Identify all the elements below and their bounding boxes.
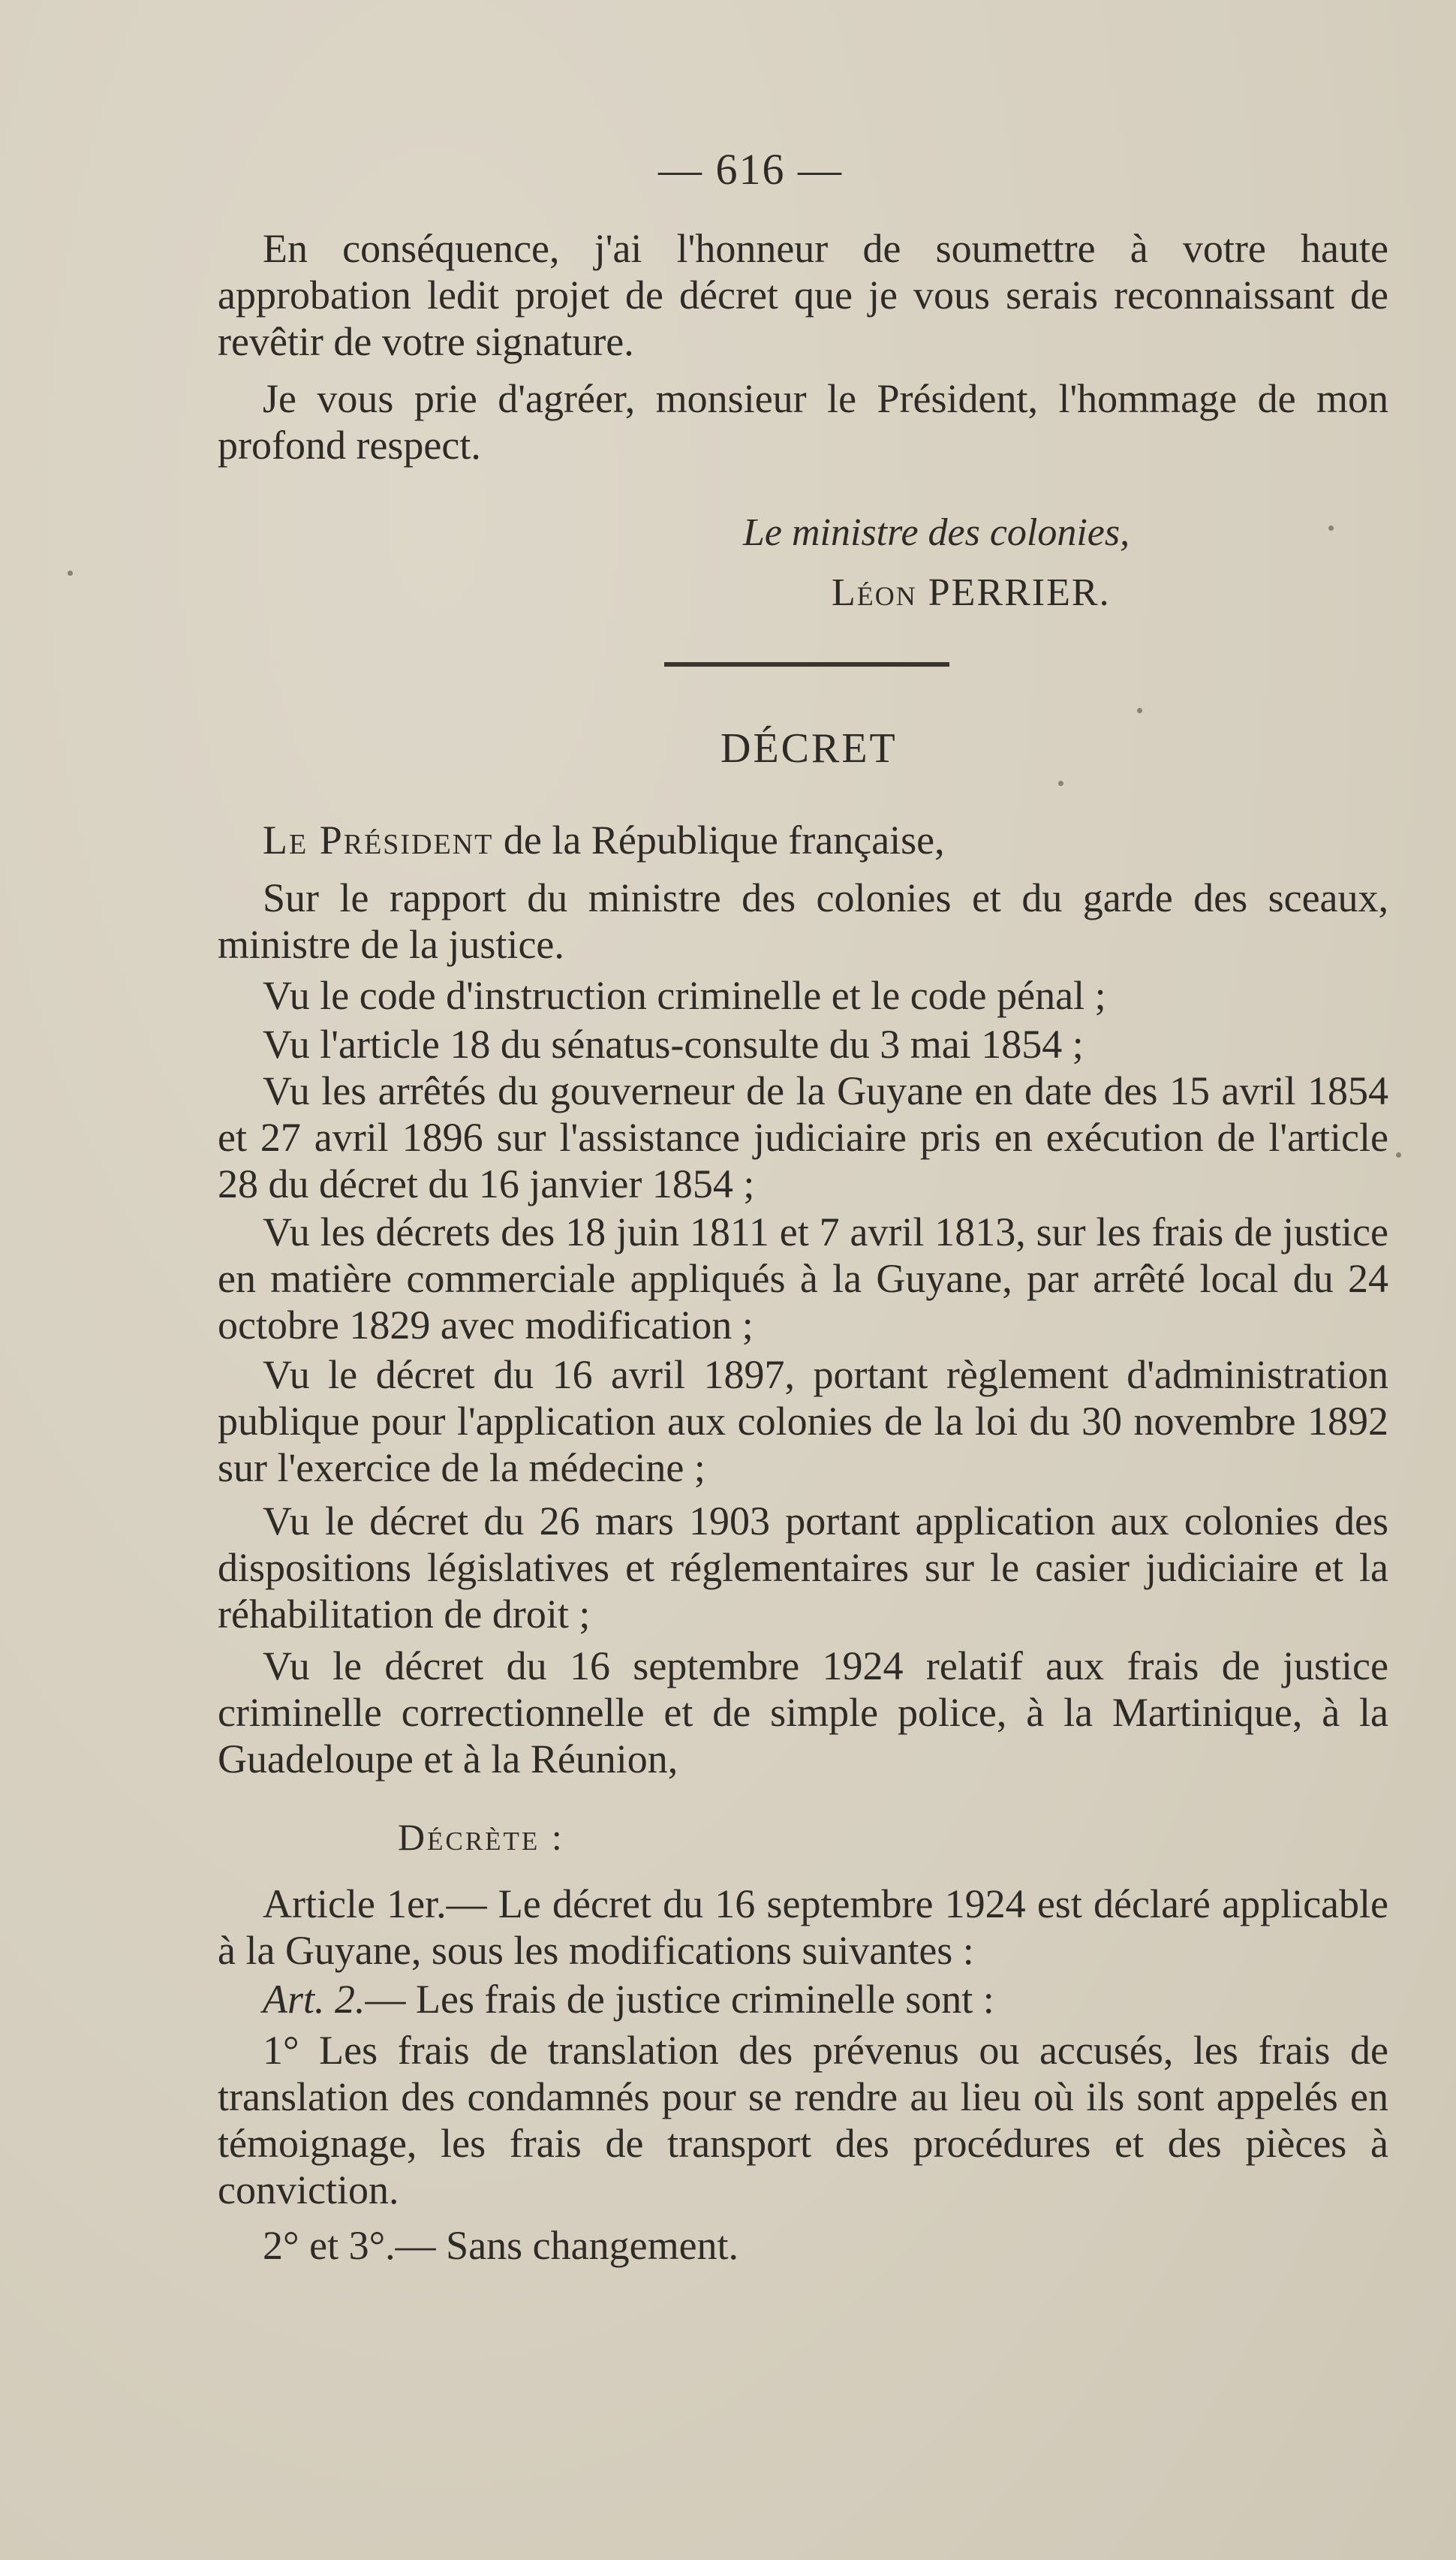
- president-line: [218, 817, 1388, 863]
- considerant-2: Vu le code d'instruction criminelle et le code pénal ;: [263, 973, 1106, 1018]
- considerant-4: Vu les arrêtés du gouverneur de la Guyane en date des 15 avril 1854 et 27 avril 1896 sur l'assistance judiciaire pris en exécution de l'article 28 du décret du 16 janvier 1854 ;: [218, 1068, 1388, 1206]
- considerant-5: Vu les décrets des 18 juin 1811 et 7 avril 1813, sur les frais de justice en matière commerciale appliqués à la Guyane, par arrêté local du 24 octobre 1829 avec modification ;: [218, 1209, 1388, 1348]
- considerant-3: Vu l'article 18 du sénatus-consulte du 3 mai 1854 ;: [263, 1022, 1084, 1067]
- considerant-6: Vu le décret du 16 avril 1897, portant règlement d'administration publique pour l'application aux colonies de la loi du 30 novembre 1892 sur l'exercice de la médecine ;: [218, 1352, 1388, 1490]
- president-prefix: Le Président: [263, 818, 494, 863]
- considerant-7: Vu le décret du 26 mars 1903 portant application aux colonies des dispositions législatives et réglementaires sur le casier judiciaire et la réhabilitation de droit ;: [218, 1498, 1388, 1637]
- decree-heading: DÉCRET: [720, 725, 898, 772]
- paper-speck: [1137, 708, 1142, 713]
- separator-rule: [664, 662, 949, 667]
- article-2: [218, 1976, 1388, 2022]
- decrete-label: Décrète :: [398, 1816, 564, 1858]
- page-number: — 616 —: [658, 145, 843, 194]
- considerant-1: Sur le rapport du ministre des colonies et du garde des sceaux, ministre de la justice.: [218, 875, 1388, 967]
- item-1: 1° Les frais de translation des prévenus ou accusés, les frais de translation des condamnés pour se rendre au lieu où ils sont appelés en témoignage, les frais de transport des procédures et des pièces à conviction.: [218, 2028, 1388, 2212]
- article-1: Article 1er.— Le décret du 16 septembre 1924 est déclaré applicable à la Guyane, sous les modifications suivantes :: [218, 1881, 1388, 1973]
- article-2-label: Art. 2.: [263, 1977, 366, 2022]
- article-2-text: — Les frais de justice criminelle sont :: [365, 1977, 994, 2022]
- president-rest: de la République française,: [493, 818, 945, 863]
- intro-paragraph-2: Je vous prie d'agréer, monsieur le Président, l'hommage de mon profond respect.: [218, 376, 1388, 468]
- paper-speck: [1328, 526, 1334, 531]
- signature-name: Léon PERRIER.: [832, 571, 1111, 614]
- intro-paragraph-1: En conséquence, j'ai l'honneur de soumettre à votre haute approbation ledit projet de décret que je vous serais reconnaissant de revêtir de votre signature.: [218, 226, 1388, 364]
- considerant-8: Vu le décret du 16 septembre 1924 relatif aux frais de justice criminelle correctionnelle et de simple police, à la Martinique, à la Guadeloupe et à la Réunion,: [218, 1643, 1388, 1781]
- signature-title: Le ministre des colonies,: [743, 511, 1130, 554]
- paper-speck: [68, 571, 73, 576]
- paper-speck: [1058, 781, 1063, 786]
- paper-speck: [1396, 1152, 1401, 1158]
- item-2: 2° et 3°.— Sans changement.: [263, 2223, 739, 2268]
